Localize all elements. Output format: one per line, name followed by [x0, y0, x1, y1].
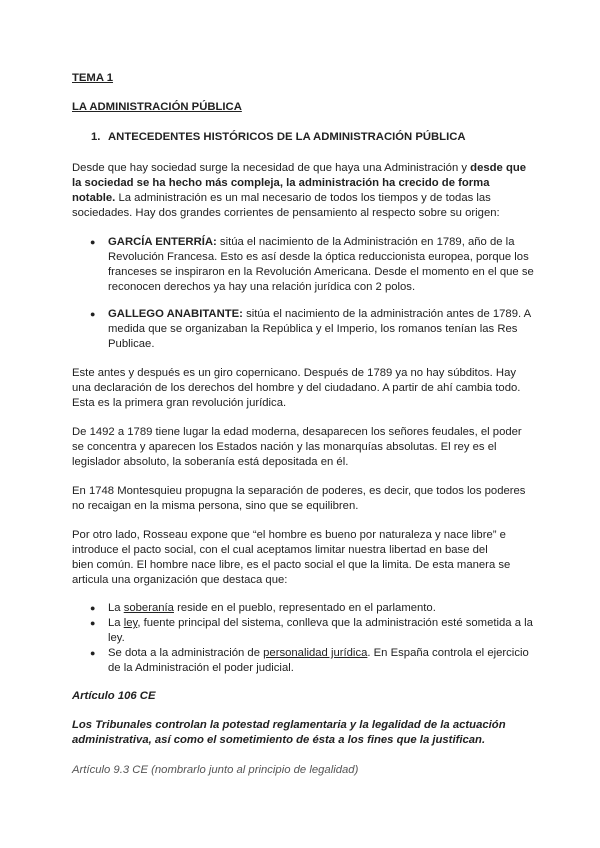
list-item-line: ley.: [108, 632, 125, 644]
list-item-line: La ley, fuente principal del sistema, conlleva que la administración esté sometida a la: [108, 617, 533, 629]
paragraph-line: Por otro lado, Rosseau expone que “el hombre es bueno por naturaleza y nace libre” e: [72, 529, 506, 541]
paragraph-intro-line-3: notable. La administración es un mal necesario de todos los tiempos y de todas las: [72, 192, 491, 204]
list-item-line: Publicae.: [108, 338, 155, 350]
paragraph-line: introduce el pacto social, con el cual aceptamos limitar nuestra libertad en base del: [72, 544, 488, 556]
article-note: Artículo 9.3 CE (nombrarlo junto al principio de legalidad): [72, 764, 359, 776]
list-item-line: Se dota a la administración de personalidad jurídica. En España controla el ejercicio: [108, 647, 529, 659]
paragraph-line: legislador absoluto, la soberanía está depositada en él.: [72, 456, 349, 468]
paragraph-line: Esta es la primera gran revolución jurídica.: [72, 397, 287, 409]
list-item-line: GALLEGO ANABITANTE: sitúa el nacimiento de la administración antes de 1789. A: [108, 308, 532, 320]
list-item-line: La soberanía reside en el pueblo, representado en el parlamento.: [108, 602, 436, 614]
paragraph-line: En 1748 Montesquieu propugna la separación de poderes, es decir, que todos los poderes: [72, 485, 526, 497]
paragraph-intro-line-2: la sociedad se ha hecho más compleja, la administración ha crecido de forma: [72, 177, 490, 189]
bullet-icon: ●: [90, 618, 96, 628]
tema-label: TEMA 1: [72, 72, 114, 84]
bullet-icon: ●: [90, 309, 96, 319]
bullet-icon: ●: [90, 237, 96, 247]
list-item-line: medida que se organizaban la República y el Imperio, los romanos tenían las Res: [108, 323, 518, 335]
paragraph-line: se concentra y aparecen los Estados nación y las monarquías absolutas. El rey es el: [72, 441, 497, 453]
list-item-line: Revolución Francesa. Esto es así desde la óptica reduccionista europea, porque los: [108, 251, 529, 263]
article-title: Artículo 106 CE: [72, 690, 156, 702]
list-item-line: franceses se inspiraron en la Revolución Americana. Desde el momento en el que se: [108, 266, 534, 278]
article-text-line: administrativa, así como el sometimiento de ésta a los fines que la justifican.: [72, 734, 486, 746]
bullet-icon: ●: [90, 603, 96, 613]
paragraph-intro-line-4: sociedades. Hay dos grandes corrientes de pensamiento al respecto sobre su origen:: [72, 207, 500, 219]
paragraph-line: no recaigan en la misma persona, sino que se equilibren.: [72, 500, 359, 512]
paragraph-line: una declaración de los derechos del hombre y del ciudadano. A partir de ahí cambia todo.: [72, 382, 521, 394]
bullet-icon: ●: [90, 648, 96, 658]
paragraph-line: articula una organización que destaca que:: [72, 574, 288, 586]
section-number: 1.: [91, 131, 101, 143]
page-title: LA ADMINISTRACIÓN PÚBLICA: [72, 101, 242, 113]
paragraph-intro-line-1: Desde que hay sociedad surge la necesidad de que haya una Administración y desde que: [72, 162, 527, 174]
paragraph-line: bien común. El hombre nace libre, es el pacto social el que la limita. De esta manera se: [72, 559, 511, 571]
article-text-line: Los Tribunales controlan la potestad reglamentaria y la legalidad de la actuación: [72, 719, 506, 731]
paragraph-line: Este antes y después es un giro copernicano. Después de 1789 ya no hay súbditos. Hay: [72, 367, 516, 379]
list-item-line: GARCÍA ENTERRÍA: sitúa el nacimiento de la Administración en 1789, año de la: [108, 236, 515, 248]
paragraph-line: De 1492 a 1789 tiene lugar la edad moderna, desaparecen los señores feudales, el poder: [72, 426, 522, 438]
list-item-line: reconocen derechos ya hay una relación jurídica con 2 polos.: [108, 281, 416, 293]
list-item-line: de la Administración el poder judicial.: [108, 662, 294, 674]
section-heading: ANTECEDENTES HISTÓRICOS DE LA ADMINISTRACIÓN PÚBLICA: [108, 131, 466, 143]
